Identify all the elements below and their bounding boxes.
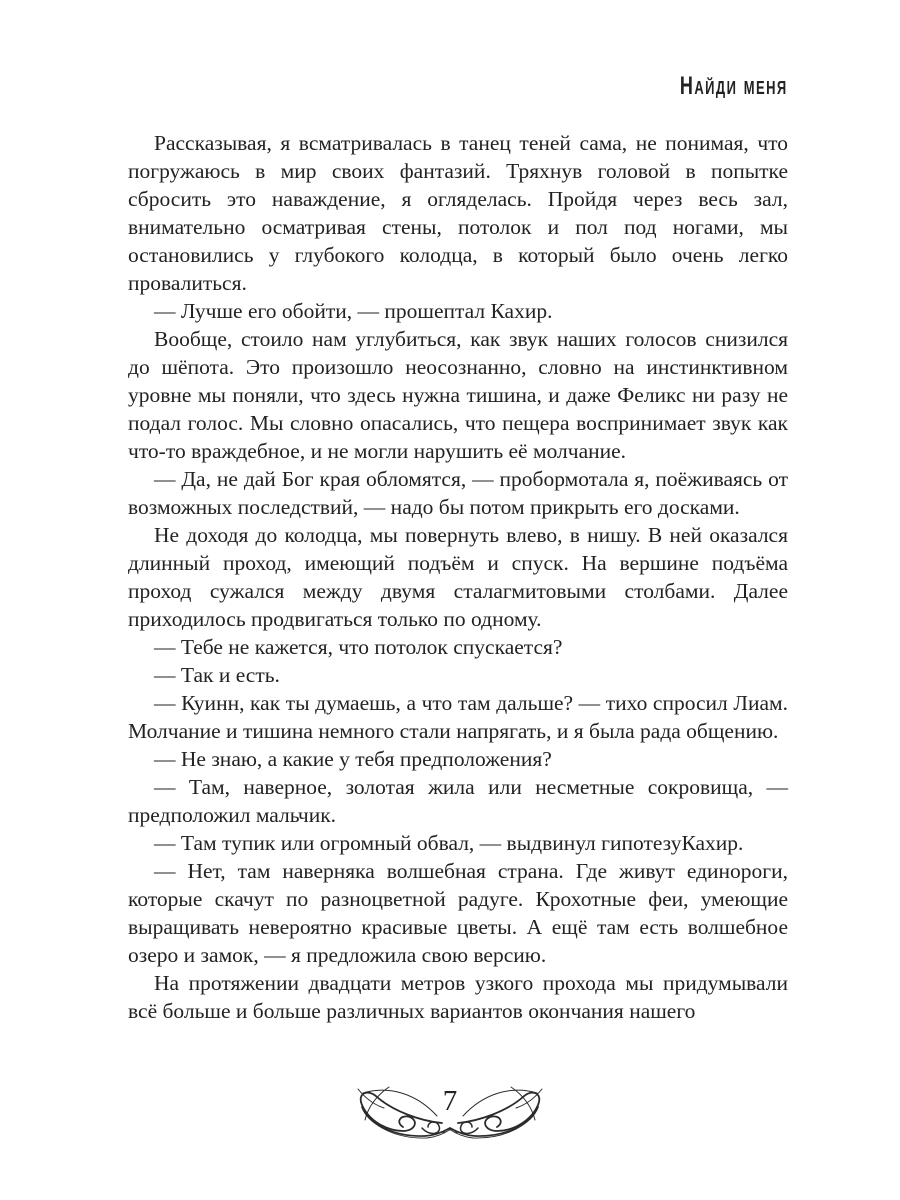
paragraph: — Тебе не кажется, что потолок спускается? [154, 635, 563, 659]
paragraph: — Да, не дай Бог края обломятся, — пробормотала я, поёживаясь от возможных последствий, — надо бы потом прикрыть его досками. [128, 467, 788, 519]
paragraph: — Не знаю, а какие у тебя предположения? [154, 747, 552, 771]
paragraph: — Лучше его обойти, — прошептал Кахир. [154, 299, 553, 323]
paragraph: На протяжении двадцати метров узкого прохода мы придумывали всё больше и больше различных вариантов окончания нашего [128, 971, 788, 1023]
paragraph: Не доходя до колодца, мы повернуть влево, в нишу. В ней оказался длинный проход, имеющий подъём и спуск. На вершине подъёма проход сужался между двумя сталагмитовыми столбами. Далее приходилось продвигаться только по одному. [128, 523, 788, 631]
page-footer [0, 1080, 900, 1144]
paragraph: — Там тупик или огромный обвал, — выдвинул гипотезуКахир. [154, 831, 744, 855]
paragraph: — Куинн, как ты думаешь, а что там дальше? — тихо спросил Лиам. Молчание и тишина немного стали напрягать, и я была рада общению. [128, 691, 788, 743]
page-number: 7 [442, 1085, 458, 1117]
paragraph: — Нет, там наверняка волшебная страна. Где живут единороги, которые скачут по разноцветной радуге. Крохотные феи, умеющие выращивать невероятно красивые цветы. А ещё там есть волшебное озеро и замок, — я предложила свою версию. [128, 859, 788, 967]
running-title: Найди меня [680, 72, 788, 100]
paragraph: Рассказывая, я всматривалась в танец теней сама, не понимая, что погружаюсь в мир своих фантазий. Тряхнув головой в попытке сбросить это наваждение, я огляделась. Пройдя через весь зал, внимательно осматривая стены, потолок и пол под ногами, мы остановились у глубокого колодца, в который было очень легко провалиться. [128, 131, 788, 295]
paragraph: — Так и есть. [154, 663, 280, 687]
paragraph: — Там, наверное, золотая жила или несметные сокровища, — предположил мальчик. [128, 775, 788, 827]
paragraph: Вообще, стоило нам углубиться, как звук наших голосов снизился до шёпота. Это произошло неосознанно, словно на инстинктивном уровне мы поняли, что здесь нужна тишина, и даже Феликс ни разу не подал голос. Мы словно опасались, что пещера воспринимает звук как что-то враждебное, и не могли нарушить её молчание. [128, 327, 788, 463]
footer-ornament [355, 1080, 545, 1144]
body-text [128, 129, 788, 1025]
